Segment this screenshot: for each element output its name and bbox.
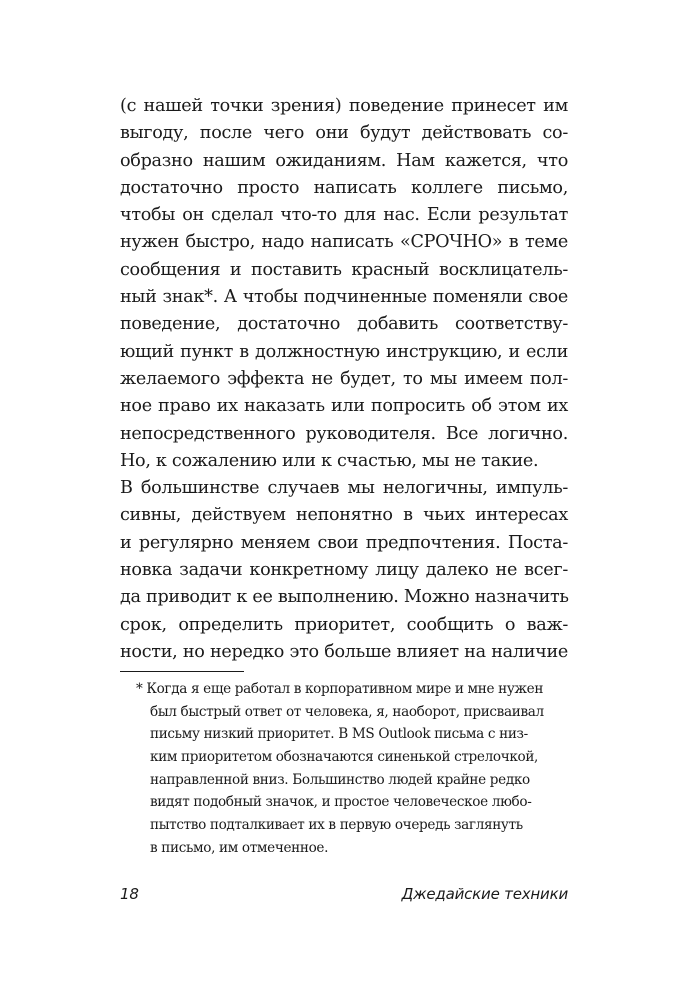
text-line: Но, к сожалению или к счастью, мы не такие.	[120, 450, 539, 471]
text-line: ный знак*. А чтобы подчиненные поменяли свое	[120, 287, 568, 308]
text-line: непосредственного руководителя. Все логично.	[120, 423, 568, 444]
text-line: ющий пункт в должностную инструкцию, и если	[120, 341, 568, 362]
footnote-line: видят подобный значок, и простое человеческое любо-	[150, 794, 532, 811]
text-line: выгоду, после чего они будут действовать со-	[120, 123, 568, 144]
footnote-line: письму низкий приоритет. В MS Outlook письма с низ-	[150, 726, 528, 743]
footnote-line: в письмо, им отмеченное.	[150, 839, 329, 856]
footnote-divider	[120, 671, 244, 672]
text-line: новка задачи конкретному лицу далеко не всег-	[120, 560, 568, 581]
footnote-line: направленной вниз. Большинство людей крайне редко	[150, 771, 530, 788]
page-footer	[120, 882, 568, 906]
footnote	[120, 678, 568, 860]
running-title: Джедайские техники	[401, 885, 568, 903]
text-line: поведение, достаточно добавить соответству-	[120, 314, 568, 335]
text-line: сообщения и поставить красный восклицатель-	[120, 259, 568, 280]
text-line: ное право их наказать или попросить об этом их	[120, 396, 568, 417]
footnote-line: был быстрый ответ от человека, я, наоборот, присваивал	[150, 703, 544, 720]
text-line: сивны, действуем непонятно в чьих интересах	[120, 505, 568, 526]
text-line: достаточно просто написать коллеге письмо,	[120, 177, 568, 198]
text-line: (с нашей точки зрения) поведение принесет им	[120, 96, 568, 116]
text-line: да приводит к ее выполнению. Можно назначить	[120, 587, 569, 608]
page-number: 18	[120, 885, 139, 903]
text-line: нужен быстро, надо написать «СРОЧНО» в теме	[120, 232, 568, 253]
text-line: образно нашим ожиданиям. Нам кажется, что	[120, 150, 568, 171]
footnote-line: пытство подталкивает их в первую очередь заглянуть	[150, 817, 523, 834]
text-line: чтобы он сделал что-то для нас. Если результат	[120, 205, 568, 226]
footnote-line: * Когда я еще работал в корпоративном мире и мне нужен	[136, 681, 544, 697]
text-line: и регулярно меняем свои предпочтения. Поста-	[120, 532, 568, 553]
text-line: желаемого эффекта не будет, то мы имеем пол-	[120, 368, 568, 389]
text-line: срок, определить приоритет, сообщить о важ-	[120, 614, 568, 635]
text-line: ности, но нередко это больше влияет на наличие	[120, 641, 568, 662]
main-text	[120, 93, 568, 666]
footnote-line: ким приоритетом обозначаются синенькой стрелочкой,	[150, 749, 539, 766]
text-line: В большинстве случаев мы нелогичны, импуль-	[120, 478, 568, 499]
